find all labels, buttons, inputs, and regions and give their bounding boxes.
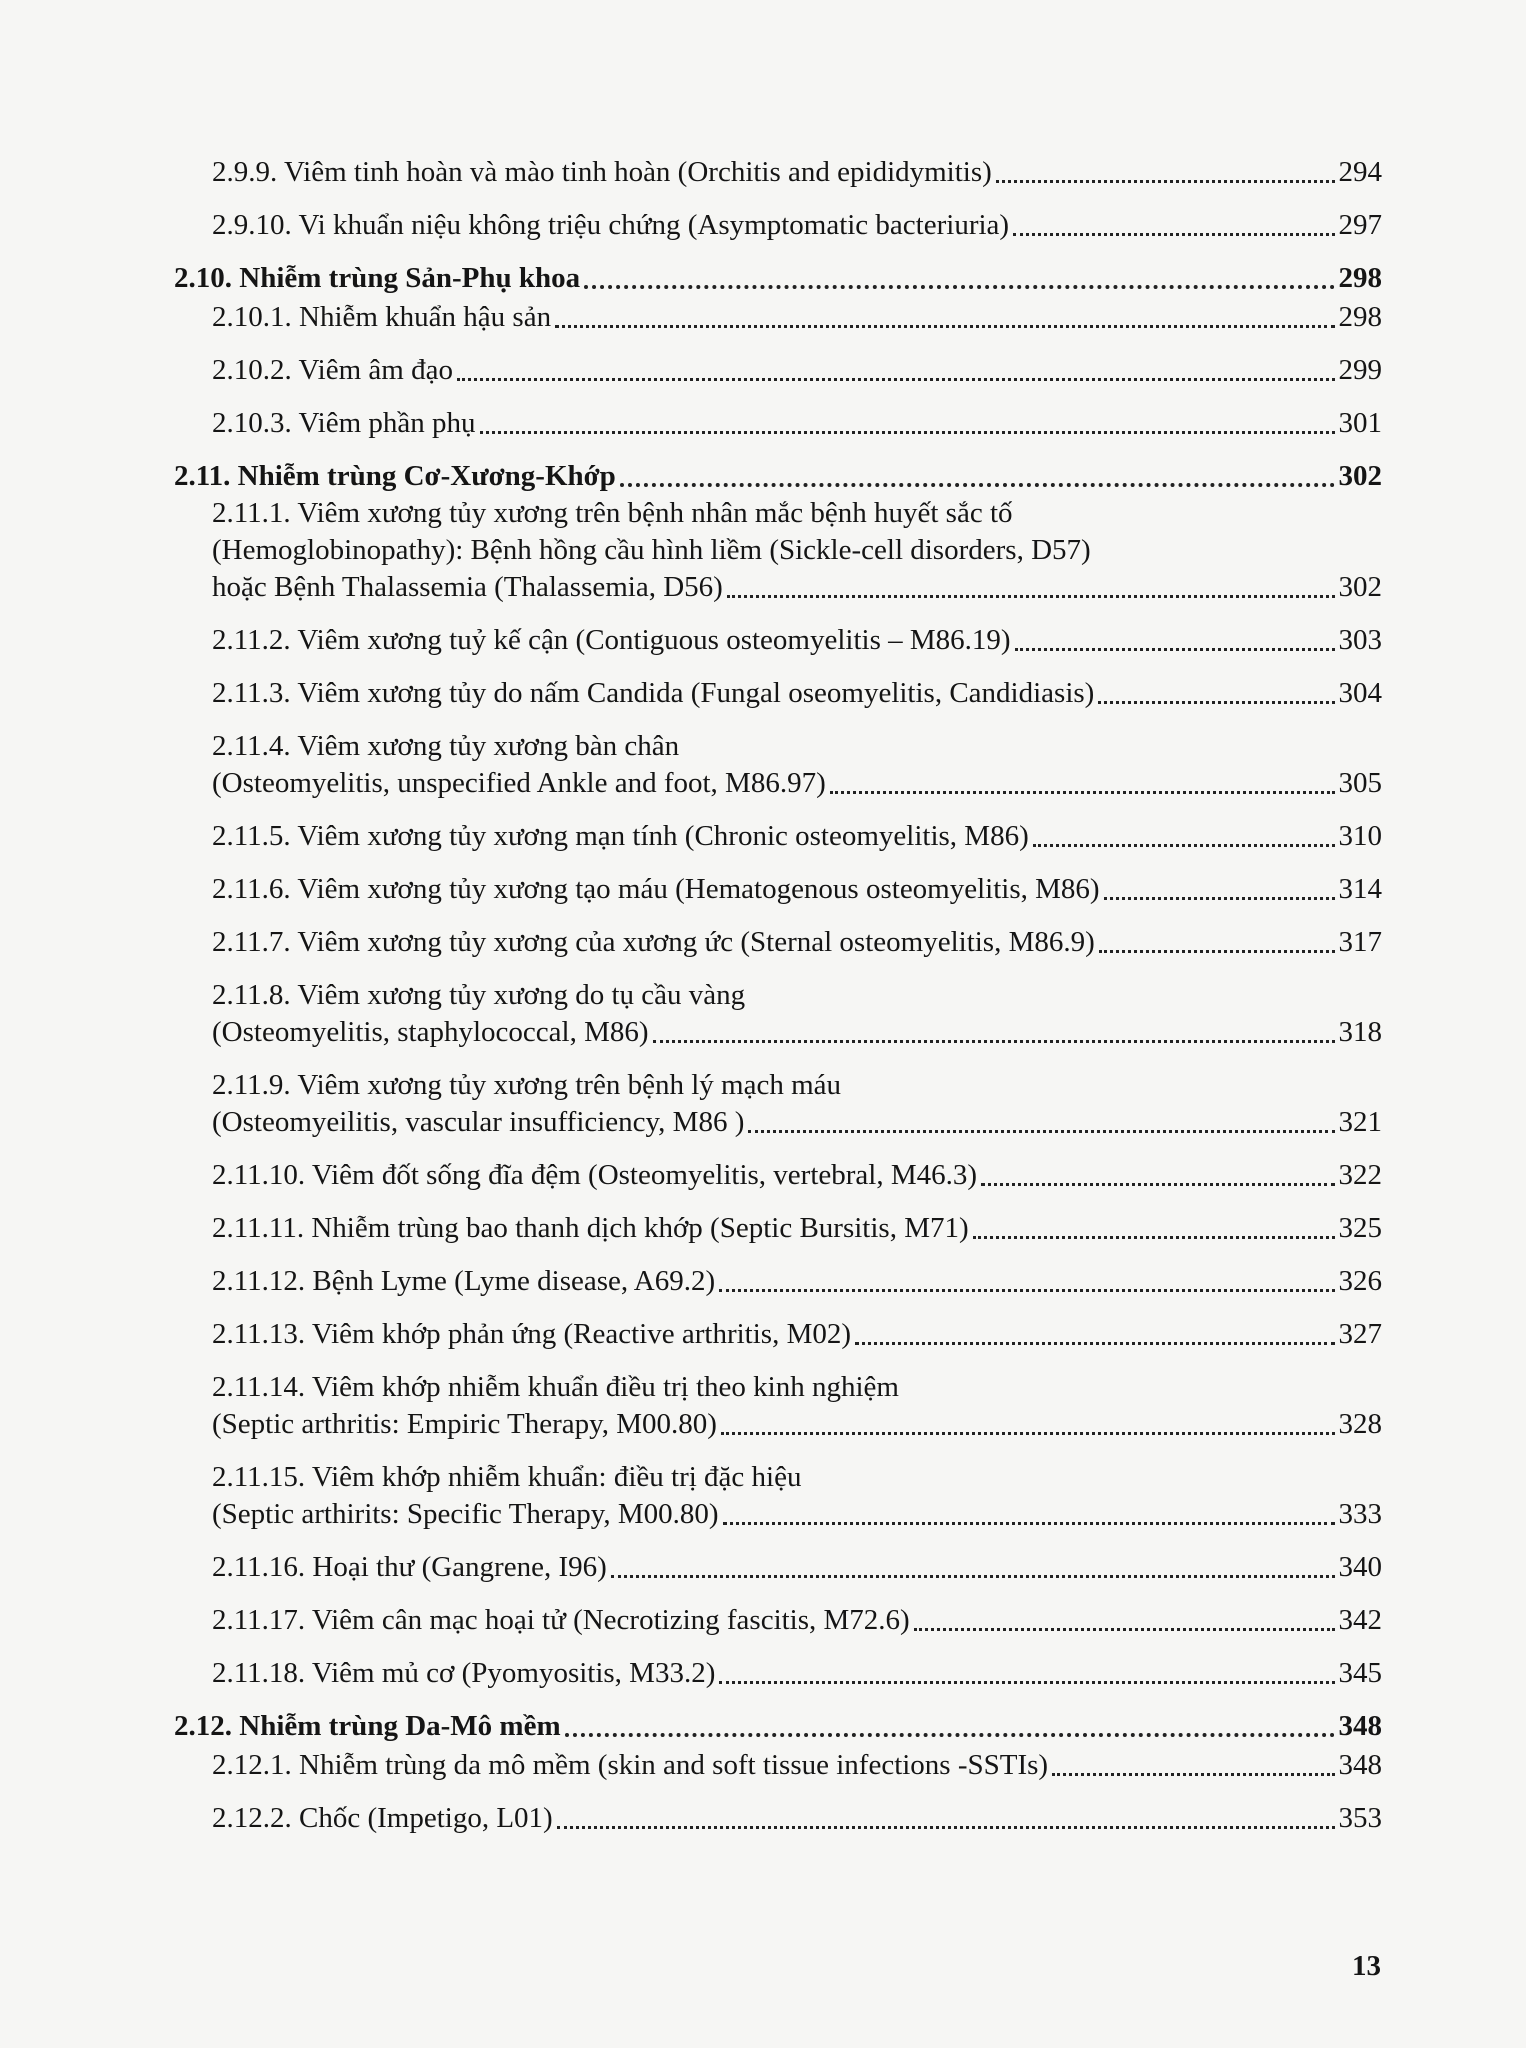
dot-leader xyxy=(1013,233,1334,236)
toc-entry xyxy=(174,1800,1382,1837)
toc-entry-label: 2.11.12. Bệnh Lyme (Lyme disease, A69.2) xyxy=(212,1265,716,1297)
toc-entry xyxy=(174,1263,1382,1300)
toc-page-number: 342 xyxy=(1338,1604,1382,1636)
toc-section-label: 2.11. Nhiễm trùng Cơ-Xương-Khớp xyxy=(174,460,616,492)
toc-entry xyxy=(174,1157,1382,1194)
dot-leader xyxy=(1099,950,1335,953)
toc-entry xyxy=(174,924,1382,961)
toc-page-number: 327 xyxy=(1338,1318,1382,1350)
toc-entry-line: (Osteomyelitis, staphylococcal, M86) xyxy=(212,1016,649,1048)
toc-entry-label: 2.11.10. Viêm đốt sống đĩa đệm (Osteomyelitis, vertebral, M46.3) xyxy=(212,1159,978,1191)
toc-entry-label: 2.11.5. Viêm xương tủy xương mạn tính (Chronic osteomyelitis, M86) xyxy=(212,820,1029,852)
toc-page-number: 302 xyxy=(1338,571,1382,603)
toc-entry-multiline xyxy=(174,495,1382,606)
toc-page-number: 333 xyxy=(1338,1498,1382,1530)
toc-page-number: 303 xyxy=(1338,624,1382,656)
toc-page-number: 294 xyxy=(1338,156,1382,188)
dot-leader xyxy=(973,1236,1335,1239)
toc-entry-line: 2.11.15. Viêm khớp nhiễm khuẩn: điều trị đặc hiệu xyxy=(212,1461,802,1493)
dot-leader xyxy=(480,431,1335,434)
dot-leader xyxy=(557,1826,1335,1829)
toc-page-number: 302 xyxy=(1338,460,1382,492)
toc-page-number: 326 xyxy=(1338,1265,1382,1297)
toc-entry-label: 2.10.1. Nhiễm khuẩn hậu sản xyxy=(212,301,552,333)
toc-entry-line: (Septic arthritis: Empiric Therapy, M00.80) xyxy=(212,1408,717,1440)
toc-page-number: 328 xyxy=(1338,1408,1382,1440)
toc-page-number: 348 xyxy=(1338,1749,1382,1781)
dot-leader xyxy=(719,1289,1334,1292)
toc-entry-label: 2.11.18. Viêm mủ cơ (Pyomyositis, M33.2) xyxy=(212,1657,716,1689)
dot-leader xyxy=(719,1681,1334,1684)
toc-page-number: 297 xyxy=(1338,209,1382,241)
toc-entry-line: 2.11.14. Viêm khớp nhiễm khuẩn điều trị theo kinh nghiệm xyxy=(212,1371,899,1403)
dot-leader xyxy=(555,325,1334,328)
dot-leader xyxy=(721,1432,1335,1435)
toc-page-number: 325 xyxy=(1338,1212,1382,1244)
toc-entry-label: 2.9.10. Vi khuẩn niệu không triệu chứng (Asymptomatic bacteriuria) xyxy=(212,209,1010,241)
toc-page-number: 301 xyxy=(1338,407,1382,439)
toc-entry xyxy=(174,1210,1382,1247)
toc-entry-multiline xyxy=(174,728,1382,802)
dot-leader xyxy=(611,1575,1335,1578)
toc-entry-label: 2.11.3. Viêm xương tủy do nấm Candida (Fungal oseomyelitis, Candidiasis) xyxy=(212,677,1095,709)
toc-entry xyxy=(174,1316,1382,1353)
toc-entry xyxy=(174,299,1382,336)
toc-entry xyxy=(174,154,1382,191)
toc-entry xyxy=(174,1655,1382,1692)
toc-entry xyxy=(174,871,1382,908)
toc-entry-label: 2.9.9. Viêm tinh hoàn và mào tinh hoàn (Orchitis and epididymitis) xyxy=(212,156,992,188)
toc-entry xyxy=(174,1747,1382,1784)
toc-entry-multiline xyxy=(174,1369,1382,1443)
toc-page-number: 304 xyxy=(1338,677,1382,709)
dot-leader xyxy=(457,378,1335,381)
dot-leader xyxy=(723,1522,1335,1525)
toc-page-number: 353 xyxy=(1338,1802,1382,1834)
dot-leader xyxy=(1052,1773,1334,1776)
dot-leader xyxy=(996,180,1335,183)
dot-leader xyxy=(653,1040,1335,1043)
toc-entry-line: 2.11.8. Viêm xương tủy xương do tụ cầu vàng xyxy=(212,979,746,1011)
toc-entry-line: (Osteomyeilitis, vascular insufficiency, M86 ) xyxy=(212,1106,745,1138)
toc-page-number: 322 xyxy=(1338,1159,1382,1191)
toc-entry-label: 2.11.11. Nhiễm trùng bao thanh dịch khớp (Septic Bursitis, M71) xyxy=(212,1212,969,1244)
toc-entry-label: 2.11.16. Hoại thư (Gangrene, I96) xyxy=(212,1551,607,1583)
toc-page-number: 310 xyxy=(1338,820,1382,852)
toc-page-number: 345 xyxy=(1338,1657,1382,1689)
toc-entry-label: 2.12.2. Chốc (Impetigo, L01) xyxy=(212,1802,553,1834)
dot-leader xyxy=(855,1342,1334,1345)
toc-section-label: 2.10. Nhiễm trùng Sản-Phụ khoa xyxy=(174,262,581,294)
toc-entry-line: 2.11.9. Viêm xương tủy xương trên bệnh lý mạch máu xyxy=(212,1069,841,1101)
toc-entry xyxy=(174,207,1382,244)
dot-leader xyxy=(981,1183,1334,1186)
toc-entry-line: (Hemoglobinopathy): Bệnh hồng cầu hình liềm (Sickle-cell disorders, D57) xyxy=(212,534,1091,566)
toc-page-number: 317 xyxy=(1338,926,1382,958)
toc-entry-line: hoặc Bệnh Thalassemia (Thalassemia, D56) xyxy=(212,571,723,603)
dot-leader xyxy=(830,791,1335,794)
toc-page-number: 318 xyxy=(1338,1016,1382,1048)
toc-entry-multiline xyxy=(174,977,1382,1051)
toc-entry-label: 2.11.7. Viêm xương tủy xương của xương ức (Sternal osteomyelitis, M86.9) xyxy=(212,926,1095,958)
toc-entry-label: 2.10.2. Viêm âm đạo xyxy=(212,354,453,386)
toc-section-label: 2.12. Nhiễm trùng Da-Mô mềm xyxy=(174,1710,561,1742)
toc-entry-label: 2.10.3. Viêm phần phụ xyxy=(212,407,476,439)
dot-leader xyxy=(748,1130,1334,1133)
toc-entry xyxy=(174,675,1382,712)
dot-leader xyxy=(565,1733,1335,1737)
toc-entry xyxy=(174,405,1382,442)
toc-section-heading xyxy=(174,260,1382,297)
toc-entry-multiline xyxy=(174,1459,1382,1533)
page-number: 13 xyxy=(1352,1950,1381,1982)
toc-section-heading xyxy=(174,458,1382,495)
toc-entry-line: 2.11.4. Viêm xương tủy xương bàn chân xyxy=(212,730,680,762)
dot-leader xyxy=(584,285,1334,289)
toc-entry-label: 2.11.17. Viêm cân mạc hoại tử (Necrotizing fascitis, M72.6) xyxy=(212,1604,910,1636)
toc-entry xyxy=(174,818,1382,855)
toc-entry xyxy=(174,1602,1382,1639)
toc-page-number: 340 xyxy=(1338,1551,1382,1583)
dot-leader xyxy=(914,1628,1335,1631)
toc-page-number: 348 xyxy=(1338,1710,1382,1742)
toc-section-heading xyxy=(174,1708,1382,1745)
toc-entry-line: (Septic arthirits: Specific Therapy, M00.80) xyxy=(212,1498,719,1530)
toc-page-number: 298 xyxy=(1338,262,1382,294)
toc-entry xyxy=(174,1549,1382,1586)
toc-page-number: 321 xyxy=(1338,1106,1382,1138)
dot-leader xyxy=(1015,648,1335,651)
toc-entry-label: 2.12.1. Nhiễm trùng da mô mềm (skin and soft tissue infections -SSTIs) xyxy=(212,1749,1049,1781)
toc-entry-label: 2.11.2. Viêm xương tuỷ kế cận (Contiguous osteomyelitis – M86.19) xyxy=(212,624,1011,656)
toc-entry-label: 2.11.13. Viêm khớp phản ứng (Reactive arthritis, M02) xyxy=(212,1318,852,1350)
dot-leader xyxy=(1104,897,1335,900)
toc-page-number: 298 xyxy=(1338,301,1382,333)
dot-leader xyxy=(1033,844,1335,847)
toc-entry-label: 2.11.6. Viêm xương tủy xương tạo máu (Hematogenous osteomyelitis, M86) xyxy=(212,873,1100,905)
dot-leader xyxy=(1098,701,1334,704)
toc-entry-multiline xyxy=(174,1067,1382,1141)
toc-entry xyxy=(174,622,1382,659)
toc-entry xyxy=(174,352,1382,389)
toc-page-number: 314 xyxy=(1338,873,1382,905)
toc-entry-line: 2.11.1. Viêm xương tủy xương trên bệnh nhân mắc bệnh huyết sắc tố xyxy=(212,497,1013,529)
dot-leader xyxy=(620,483,1335,487)
dot-leader xyxy=(727,595,1335,598)
toc-entry-line: (Osteomyelitis, unspecified Ankle and foot, M86.97) xyxy=(212,767,826,799)
table-of-contents xyxy=(174,154,1382,1853)
toc-page-number: 305 xyxy=(1338,767,1382,799)
toc-page-number: 299 xyxy=(1338,354,1382,386)
